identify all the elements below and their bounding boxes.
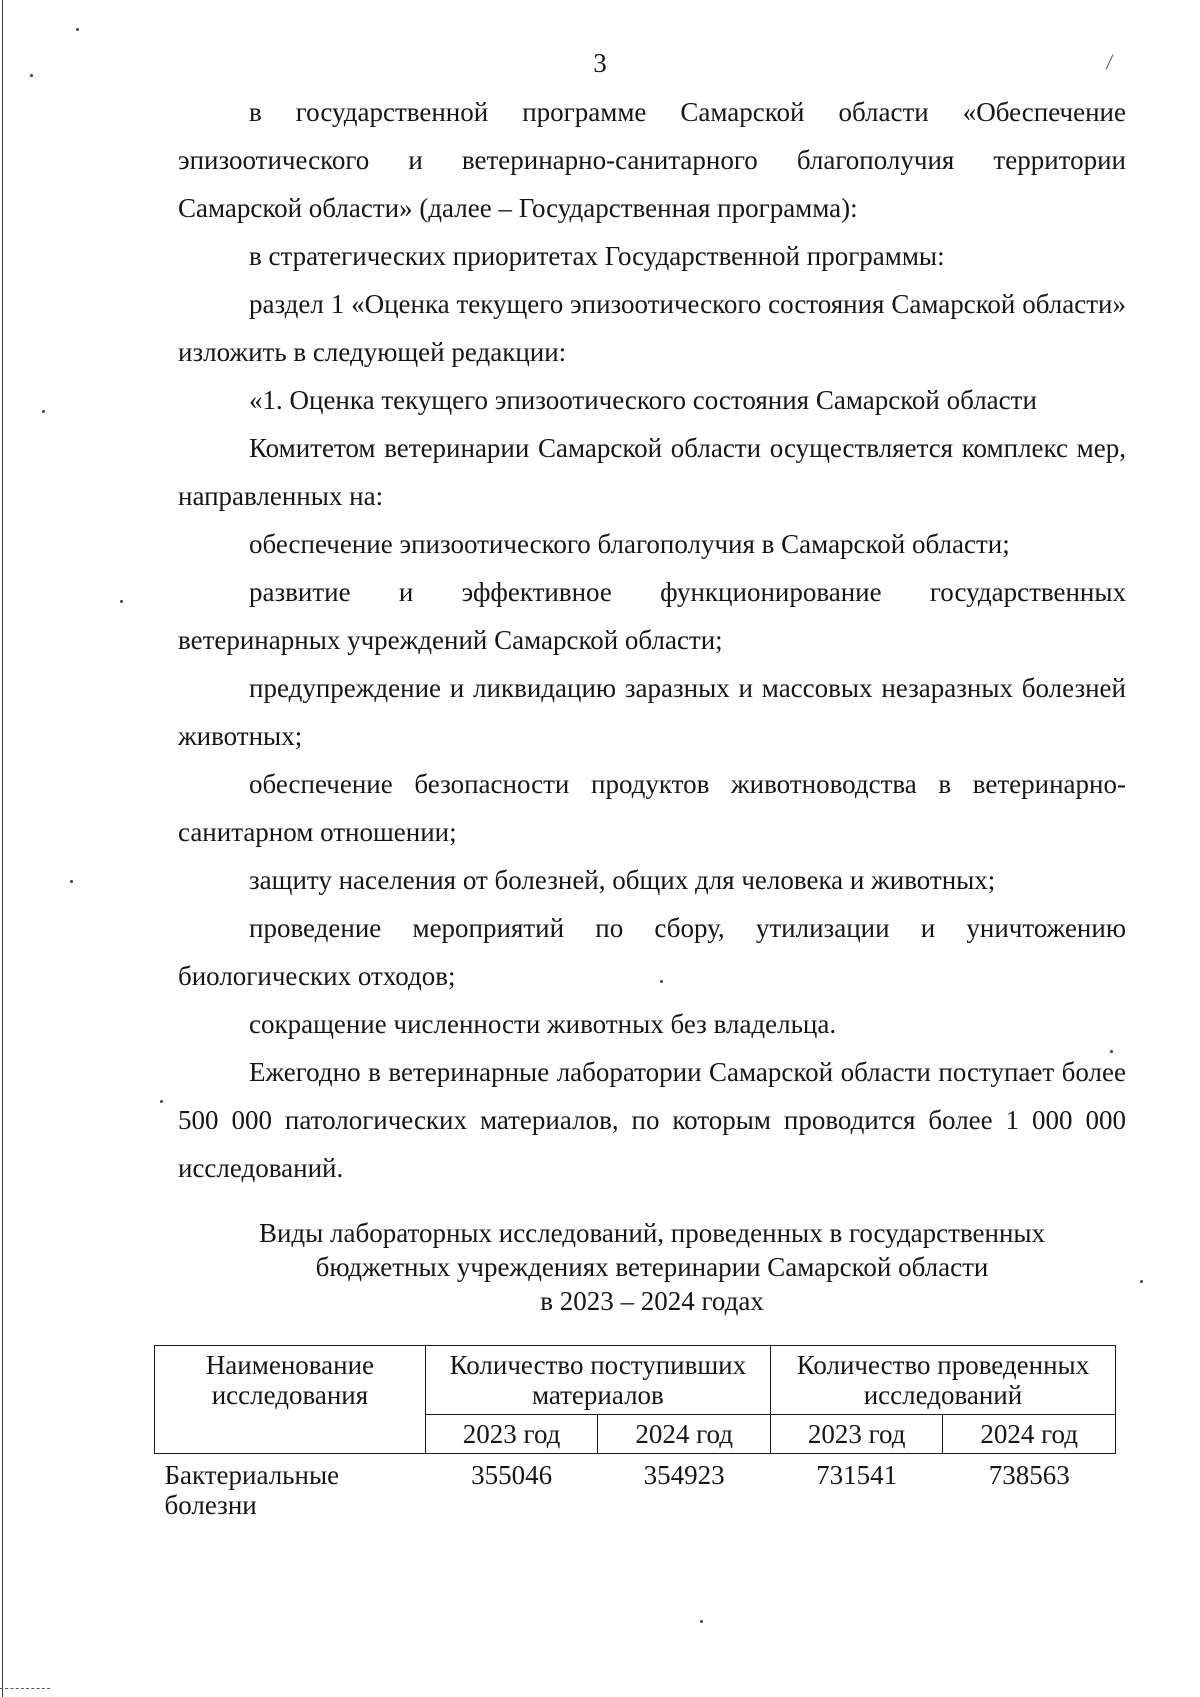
document-body <box>178 88 1126 1192</box>
page-number: 3 <box>593 48 607 78</box>
list-item: сокращение численности животных без владельца. <box>249 1009 837 1039</box>
list-item: обеспечение эпизоотического благополучия в Самарской области; <box>249 529 1010 559</box>
scan-speck <box>660 980 663 983</box>
scan-speck <box>76 28 79 31</box>
caption-line: в 2023 – 2024 годах <box>540 1286 764 1316</box>
cell-studies-2024: 738563 <box>988 1460 1070 1490</box>
scan-speck <box>70 880 73 883</box>
scan-mark <box>0 1688 50 1690</box>
scan-speck <box>120 600 123 603</box>
cell-materials-2024: 354923 <box>643 1460 725 1490</box>
caption-line: Виды лабораторных исследований, проведенных в государственных <box>258 1218 1046 1248</box>
header-year: 2024 год <box>943 1415 1116 1454</box>
list-item: развитие и эффективное функционирование государственных ветеринарных учреждений Самарской области; <box>178 577 1126 655</box>
section-heading: «1. Оценка текущего эпизоотического состояния Самарской области <box>249 385 1037 415</box>
list-item: проведение мероприятий по сбору, утилизации и уничтожению биологических отходов; <box>178 913 1126 991</box>
list-item: защиту населения от болезней, общих для человека и животных; <box>249 865 996 895</box>
paragraph: Ежегодно в ветеринарные лаборатории Самарской области поступает более 500 000 патологических материалов, по которым проводится более 1 000 000 исследований. <box>178 1057 1126 1183</box>
header-name: Наименование исследования <box>155 1346 426 1454</box>
paragraph: Комитетом ветеринарии Самарской области осуществляется комплекс мер, направленных на: <box>178 433 1126 511</box>
header-materials: Количество поступивших материалов <box>425 1346 770 1415</box>
scan-speck <box>30 74 33 77</box>
header-studies: Количество проведенных исследований <box>770 1346 1115 1415</box>
header-year: 2023 год <box>425 1415 598 1454</box>
table-row <box>155 1454 1116 1523</box>
paragraph: в государственной программе Самарской области «Обеспечение эпизоотического и ветеринарно-санитарного благополучия территории Самарской области» (далее – Государственная программа): <box>178 97 1126 223</box>
list-item: предупреждение и ликвидацию заразных и массовых незаразных болезней животных; <box>178 673 1126 751</box>
table-header-row <box>155 1346 1116 1415</box>
paragraph: раздел 1 «Оценка текущего эпизоотического состояния Самарской области» изложить в следующей редакции: <box>178 289 1126 367</box>
scan-speck <box>1110 1050 1113 1053</box>
scan-speck <box>160 1100 163 1103</box>
scan-speck <box>700 1620 703 1623</box>
table-caption <box>178 1216 1126 1318</box>
cell-materials-2023: 355046 <box>471 1460 553 1490</box>
row-name: Бактериальные болезни <box>164 1460 340 1520</box>
cell-studies-2023: 731541 <box>816 1460 898 1490</box>
scan-speck <box>1140 1280 1143 1283</box>
caption-line: бюджетных учреждениях ветеринарии Самарской области <box>315 1252 989 1282</box>
page-edge-line <box>2 0 3 1697</box>
header-year: 2023 год <box>770 1415 943 1454</box>
list-item: обеспечение безопасности продуктов животноводства в ветеринарно-санитарном отношении; <box>178 769 1126 847</box>
lab-research-table <box>154 1345 1116 1522</box>
scan-speck <box>42 410 45 413</box>
header-year: 2024 год <box>598 1415 771 1454</box>
paragraph: в стратегических приоритетах Государственной программы: <box>249 241 945 271</box>
